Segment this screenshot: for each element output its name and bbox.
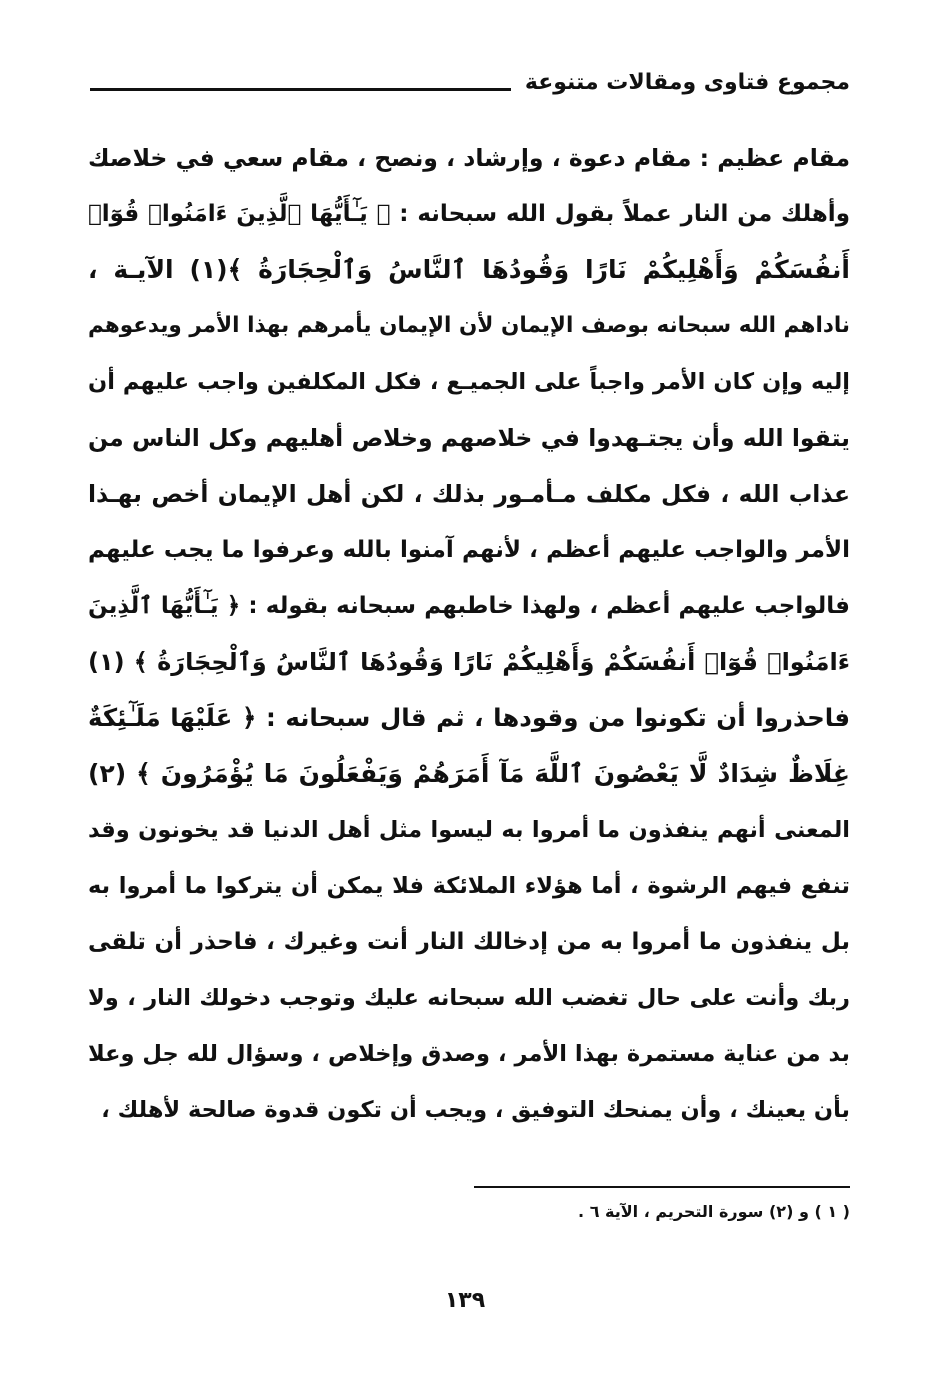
page-number: ١٣٩ [444,1288,486,1313]
text-line: أَنفُسَكُمْ وَأَهْلِيكُمْ نَارًا وَقُودُهَا ٱلنَّاسُ وَٱلْحِجَارَةُ ﴾(١) الآيـة ، [88,255,850,284]
text-line: فالواجب عليهم أعظم ، ولهذا خاطبهم سبحانه بقوله : ﴿ يَـٰٓأَيُّهَا ٱلَّذِينَ [88,593,850,619]
footnote-rule [474,1186,850,1188]
text-line: غِلَاظٌ شِدَادٌ لَّا يَعْصُونَ ٱللَّهَ مَآ أَمَرَهُمْ وَيَفْعَلُونَ مَا يُؤْمَرُونَ ﴾ (٢) [88,759,850,788]
running-header [90,64,850,100]
text-line: المعنى أنهم ينفذون ما أمروا به ليسوا مثل أهل الدنيا قد يخونون وقد [88,817,850,843]
text-line: ربك وأنت على حال تغضب الله سبحانه عليك وتوجب دخولك النار ، ولا [88,985,850,1011]
text-line: مقام عظيم : مقام دعوة ، وإرشاد ، ونصح ، مقام سعي في خلاصك [88,144,850,172]
text-line: الأمر والواجب عليهم أعظم ، لأنهم آمنوا بالله وعرفوا ما يجب عليهم [88,537,850,563]
text-line: بل ينفذون ما أمروا به من إدخالك النار أنت وغيرك ، فاحذر أن تلقى [88,929,850,955]
text-line: تنفع فيهم الرشوة ، أما هؤلاء الملائكة فلا يمكن أن يتركوا ما أمروا به [88,873,850,899]
text-line: بد من عناية مستمرة بهذا الأمر ، وصدق وإخلاص ، وسؤال لله جل وعلا [88,1041,850,1067]
footnote: ( ١ ) و (٢) سورة التحريم ، الآية ٦ . [578,1202,850,1221]
text-line: وأهلك من النار عملاً بقول الله سبحانه : ﴿ يَـٰٓأَيُّهَا ٱلَّذِينَ ءَامَنُوا۟ قُوٓا۟ [88,201,850,227]
header-title: مجموع فتاوى ومقالات متنوعة [524,69,850,95]
header-rule [90,88,511,91]
body-text [88,130,850,1138]
text-line: يتقوا الله وأن يجتـهدوا في خلاصهم وخلاص أهليهم وكل الناس من [88,424,850,452]
text-line: ءَامَنُوا۟ قُوٓا۟ أَنفُسَكُمْ وَأَهْلِيكُمْ نَارًا وَقُودُهَا ٱلنَّاسُ وَٱلْحِجَارَةُ ﴾ (١) [88,648,850,676]
text-line: ناداهم الله سبحانه بوصف الإيمان لأن الإيمان يأمرهم بهذا الأمر ويدعوهم [88,313,850,338]
text-line: عذاب الله ، فكل مكلف مـأمـور بذلك ، لكن أهل الإيمان أخص بهـذا [88,480,850,508]
text-line: إليه وإن كان الأمر واجباً على الجميـع ، فكل المكلفين واجب عليهم أن [88,369,850,395]
text-line: فاحذروا أن تكونوا من وقودها ، ثم قال سبحانه : ﴿ عَلَيْهَا مَلَـٰٓئِكَةٌ [88,703,850,732]
text-line: بأن يعينك ، وأن يمنحك التوفيق ، ويجب أن تكون قدوة صالحة لأهلك ، [101,1097,850,1123]
